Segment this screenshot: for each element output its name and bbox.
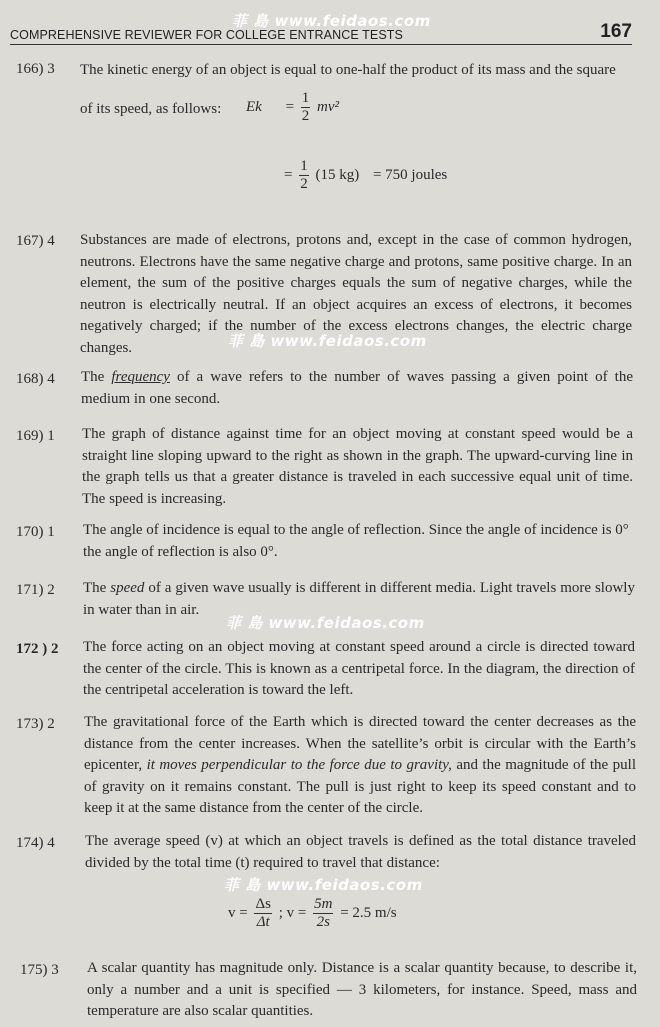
answer-text: The kinetic energy of an object is equal to one-half the product of its mass and the square xyxy=(80,62,616,78)
emphasis-text: it moves perpendicular to the force due to gravity, xyxy=(146,757,452,773)
watermark: 菲 島 www.feidaos.com xyxy=(226,614,425,632)
answer-number: 172 ) 2 xyxy=(16,641,59,657)
answer-number: 167) 4 xyxy=(16,233,55,249)
equation-lhs: v = xyxy=(228,904,248,921)
answer-text: A scalar quantity has magnitude only. Distance is a scalar quantity because, to describe it, only a number and a unit is specified — 3 kilometers, for instance. Speed, mass and temperature are also scalar quantities. xyxy=(87,960,637,1019)
answer-text: The angle of incidence is equal to the angle of reflection. Since the angle of incidence is 0° the angle of reflection is also 0°. xyxy=(83,522,629,560)
page-number: 167 xyxy=(600,21,632,42)
answer-number: 168) 4 xyxy=(16,371,55,387)
fraction xyxy=(301,90,311,125)
fraction-denominator: 2 xyxy=(300,176,308,192)
fraction xyxy=(254,896,271,931)
answer-text: Substances are made of electrons, protons and, except in the case of common hydrogen, neutrons. Electrons have the same negative charge and protons, same positive charge. In an element, the sum of the positive charges equals the sum of negative charges, while the neutron is electrically neutral. If an object acquires an excess of electrons, it becomes negatively charged; if the number of the excess electrons changes, the electric charge changes. xyxy=(80,232,632,356)
answer-number: 171) 2 xyxy=(16,582,55,598)
text-fragment: of a wave refers to the number of waves passing a given point of the medium in one second. xyxy=(81,369,633,407)
answer-text: The graph of distance against time for an object moving at constant speed would be a straight line sloping upward to the right as shown in the graph. The upward-curving line in the graph tells us that a greater distance is traveled in each successive equal unit of time. The speed is increasing. xyxy=(82,426,633,507)
fraction-denominator: 2 xyxy=(301,108,310,124)
answer-number: 166) 3 xyxy=(16,61,55,77)
equation-result: = 750 joules xyxy=(372,166,448,183)
text-fragment: of a given wave usually is different in different media. Light travels more slowly in water than in air. xyxy=(83,580,635,618)
equation-mid: ; v = xyxy=(278,904,307,921)
text-fragment: The xyxy=(81,369,112,385)
fraction-denominator: 2s xyxy=(316,914,330,930)
answer-text xyxy=(83,578,635,621)
kinetic-energy-equation xyxy=(246,90,339,125)
term-speed: speed xyxy=(110,580,145,596)
answer-text xyxy=(81,367,633,410)
fraction xyxy=(313,896,333,931)
answer-number: 173) 2 xyxy=(16,716,55,732)
answer-number: 175) 3 xyxy=(20,962,59,978)
header-title: COMPREHENSIVE REVIEWER FOR COLLEGE ENTRANCE TESTS xyxy=(10,28,403,42)
answer-text xyxy=(84,712,636,820)
watermark: 菲 島 www.feidaos.com xyxy=(232,12,431,30)
equation-mass: (15 kg) xyxy=(315,166,360,183)
answer-number: 174) 4 xyxy=(16,835,55,851)
answer-text: The force acting on an object moving at constant speed around a circle is directed toward the center of the circle. This is known as a centripetal force. In the diagram, the direction of the centripetal acceleration is toward the left. xyxy=(83,639,635,698)
fraction-numerator: 1 xyxy=(300,158,308,174)
fraction xyxy=(299,158,309,193)
fraction-numerator: Δs xyxy=(255,896,271,912)
answer-text: of its speed, as follows: xyxy=(80,101,222,117)
fraction-numerator: 5m xyxy=(314,896,333,912)
answer-text: The average speed (v) at which an object travels is defined as the total distance traveled divided by the total time (t) required to travel that distance: xyxy=(85,833,636,871)
fraction-denominator: Δt xyxy=(256,914,270,930)
text-fragment: and the magnitude of the pull of gravity on it remains constant. The pull is just right to keep its speed constant and to keep it at the same distance from the center of the circle. xyxy=(84,757,636,816)
watermark: 菲 島 www.feidaos.com xyxy=(228,332,427,350)
equation-rhs: mv² xyxy=(317,98,340,115)
equals-sign: = xyxy=(284,166,293,183)
kinetic-energy-result xyxy=(284,158,447,193)
answer-number: 170) 1 xyxy=(16,524,55,540)
fraction-numerator: 1 xyxy=(301,90,310,106)
answer-number: 169) 1 xyxy=(16,428,55,444)
equation-result: = 2.5 m/s xyxy=(340,904,397,921)
text-fragment: The gravitational force of the Earth which is directed toward the center decreases as the distance from the center increases. When the satellite’s orbit is circular with the Earth’s epicenter, xyxy=(84,714,636,773)
equation-lhs: Ek xyxy=(246,98,262,115)
average-speed-equation xyxy=(228,896,397,931)
equals-sign: = xyxy=(285,98,295,115)
watermark: 菲 島 www.feidaos.com xyxy=(224,876,423,894)
text-fragment: The xyxy=(83,580,111,596)
term-frequency: frequency xyxy=(111,369,170,385)
